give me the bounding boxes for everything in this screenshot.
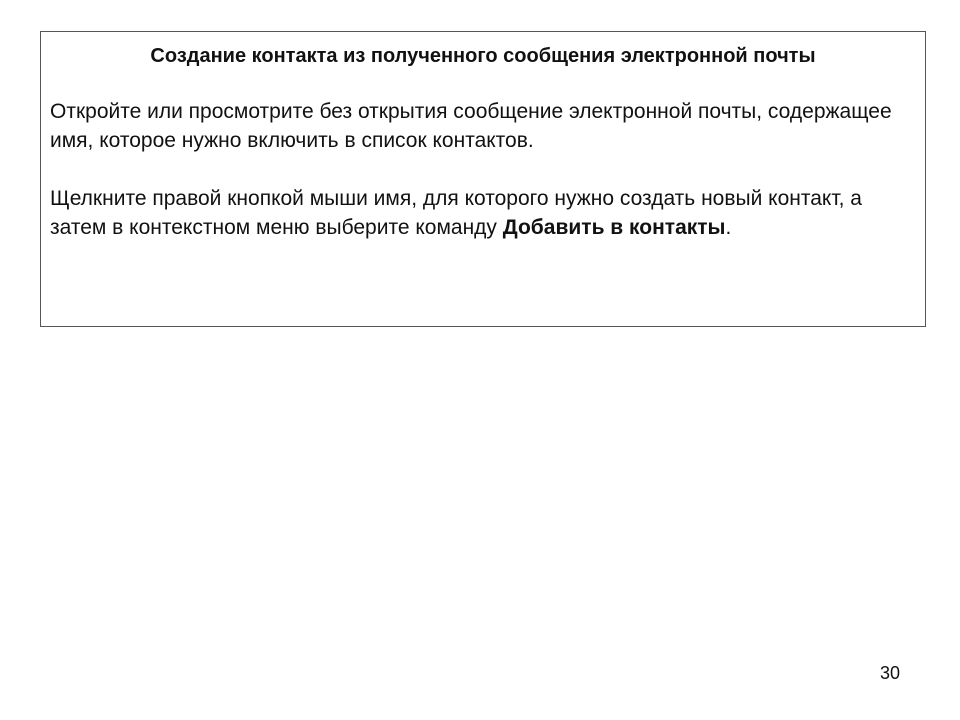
page-number: 30 [879,663,901,683]
content-box [40,31,926,327]
slide-title: Создание контакта из полученного сообщения электронной почты [150,45,816,67]
instruction-paragraph-2 [50,184,910,242]
instruction-text: Щелкните правой кнопкой мыши имя, для которого нужно создать новый контакт, а затем в контекстном меню выберите команду [50,187,862,239]
command-name: Добавить в контакты [502,216,726,239]
sentence-end: . [725,216,732,239]
instruction-paragraph-1: Откройте или просмотрите без открытия сообщение электронной почты, содержащее имя, которое нужно включить в список контактов. [50,100,892,152]
